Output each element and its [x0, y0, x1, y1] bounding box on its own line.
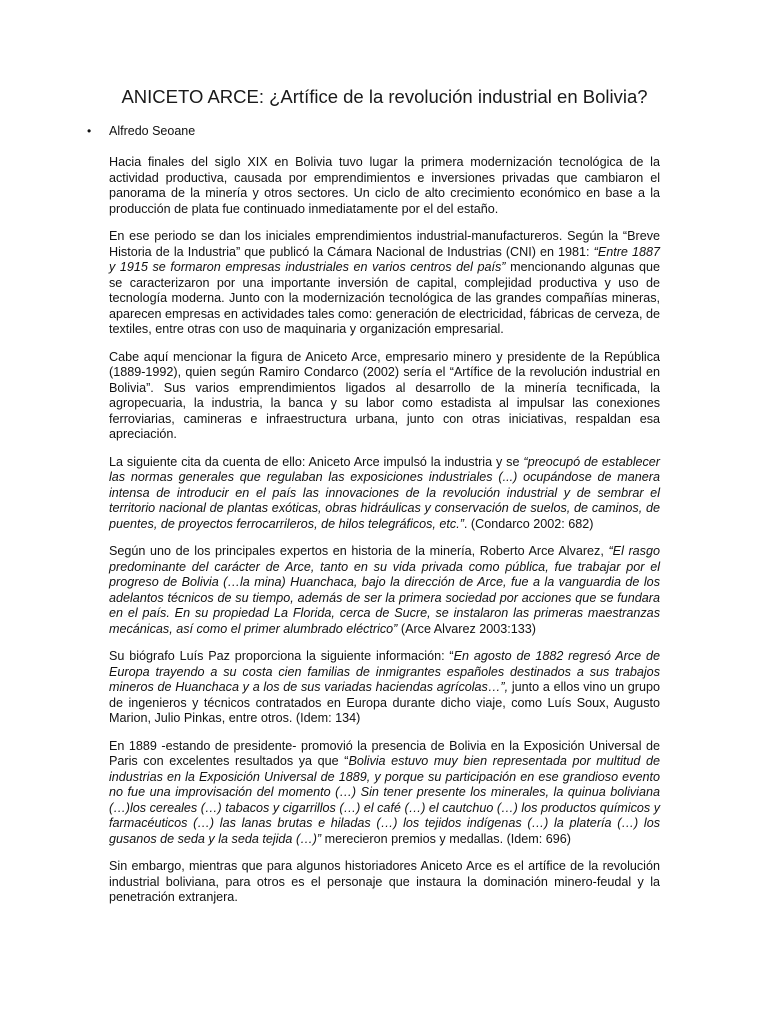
paragraph-text: La siguiente cita da cuenta de ello: Aniceto Arce impulsó la industria y se [109, 454, 524, 469]
paragraph-text: mencionando algunas que se caracterizaron por una importante inversión de capital, complejidad productiva y uso de tecnología moderna. Junto con la modernización tecnológica de las grandes compañías mineras, aparecen empresas en actividades tales como: generación de electricidad, fábricas de cerveza, de textiles, entre otras con uso de maquinaria y organización empresarial. [109, 260, 660, 336]
paragraph [109, 739, 660, 848]
paragraph-text: Según uno de los principales expertos en historia de la minería, Roberto Arce Alvarez, [109, 544, 609, 558]
paragraph-text: . (Condarco 2002: 682) [463, 516, 594, 531]
paragraph [109, 649, 660, 727]
author-name: Alfredo Seoane [109, 124, 196, 138]
author-line [87, 124, 660, 139]
quoted-text: “Entre 1887 y 1915 se formaron empresas industriales en varios centros del país” [109, 244, 660, 274]
paragraph-text: En ese periodo se dan los iniciales emprendimientos industrial-manufactureros. Según la “Breve Historia de la Industria” que publicó la Cámara Nacional de Industrias (CNI) en 1981: [109, 229, 660, 259]
quoted-text: En agosto de 1882 regresó Arce de Europa trayendo a su costa cien familias de inmigrantes españoles destinados a sus trabajos mineros de Huanchaca y a los de sus variadas haciendas agrícolas…”, [109, 649, 660, 694]
document-title: ANICETO ARCE: ¿Artífice de la revolución industrial en Bolivia? [121, 86, 648, 107]
document-page [87, 0, 661, 906]
paragraph [109, 350, 660, 443]
quoted-text: Bolivia estuvo muy bien representada por multitud de industrias en la Exposición Universal de 1889, y porque su participación en ese grandioso evento no fue una improvisación del momento (…) Sin tener presente los minerales, la quinua boliviana (…)los cereales (…) tabacos y cigarrillos (…) el café (…) el cautchuo (…) los productos químicos y farmacéuticos (…) las lanas brutas e hiladas (…) los tejidos indígenas (…) la platería (…) los gusanos de seda y la seda tejida (…)” [109, 754, 661, 846]
paragraph [109, 544, 660, 637]
paragraph-text: merecieron premios y medallas. (Idem: 696) [321, 831, 571, 846]
paragraph-text: Cabe aquí mencionar la figura de Aniceto Arce, empresario minero y presidente de la República (1889-1992), quien según Ramiro Condarco (2002) sería el “Artífice de la revolución industrial en Bolivia”. Sus varios emprendimientos ligados al desarrollo de la minería tecnificada, la agropecuaria, la industria, la banca y su labor como estadista al impulsar las conexiones ferroviarias, camineras e infraestructura urbana, junto con otras iniciativas, respaldan esa apreciación. [109, 349, 660, 441]
paragraph [109, 229, 660, 338]
paragraph-text: Su biógrafo Luís Paz proporciona la siguiente información: “ [109, 649, 454, 663]
paragraph-text: Hacia finales del siglo XIX en Bolivia tuvo lugar la primera modernización tecnológica de la actividad productiva, causada por emprendimientos e inversiones privadas que cambiaron el panorama de la minería y otros sectores. Un ciclo de alto crecimiento económico en base a la producción de plata fue continuado inmediatamente por el del estaño. [109, 155, 660, 216]
paragraph [109, 455, 660, 533]
body-text [109, 155, 660, 906]
paragraph-text: (Arce Alvarez 2003:133) [397, 621, 536, 636]
quoted-text: “preocupó de establecer las normas generales que regulaban las exposiciones industriales (...) ocupándose de manera intensa de introducir en el país las innovaciones de la revolución industrial y de sembrar el territorio nacional de plantas exóticas, obras hidráulicas y conservación de suelos, de caminos, de puentes, de proyectos ferrocarrileros, de hilos telegráficos, etc.” [109, 454, 661, 531]
paragraph-text: Sin embargo, mientras que para algunos historiadores Aniceto Arce es el artífice de la revolución industrial boliviana, para otros es el personaje que instaura la dominación minero-feudal y la penetración extranjera. [109, 859, 660, 904]
quoted-text: “El rasgo predominante del carácter de Arce, tanto en su vida privada como pública, fue trabajar por el progreso de Bolivia (…la mina) Huanchaca, bajo la dirección de Arce, fue a la vanguardia de los adelantos técnicos de su tiempo, además de ser la primera sociedad por acciones que se fundara en el país. En su propiedad La Florida, cerca de Sucre, se instalaron las primeras maestranzas mecánicas, así como el primer alumbrado eléctrico” [109, 544, 660, 636]
paragraph-text: junto a ellos vino un grupo de ingenieros y técnicos contratados en Europa durante dicho viaje, como Luís Soux, Augusto Marion, Julio Pinkas, entre otros. (Idem: 134) [109, 680, 660, 725]
paragraph [109, 155, 660, 217]
paragraph-text: En 1889 -estando de presidente- promovió la presencia de Bolivia en la Exposición Universal de Paris con excelentes resultados ya que “ [109, 738, 660, 768]
paragraph [109, 859, 660, 906]
bullet-icon: • [87, 124, 92, 138]
